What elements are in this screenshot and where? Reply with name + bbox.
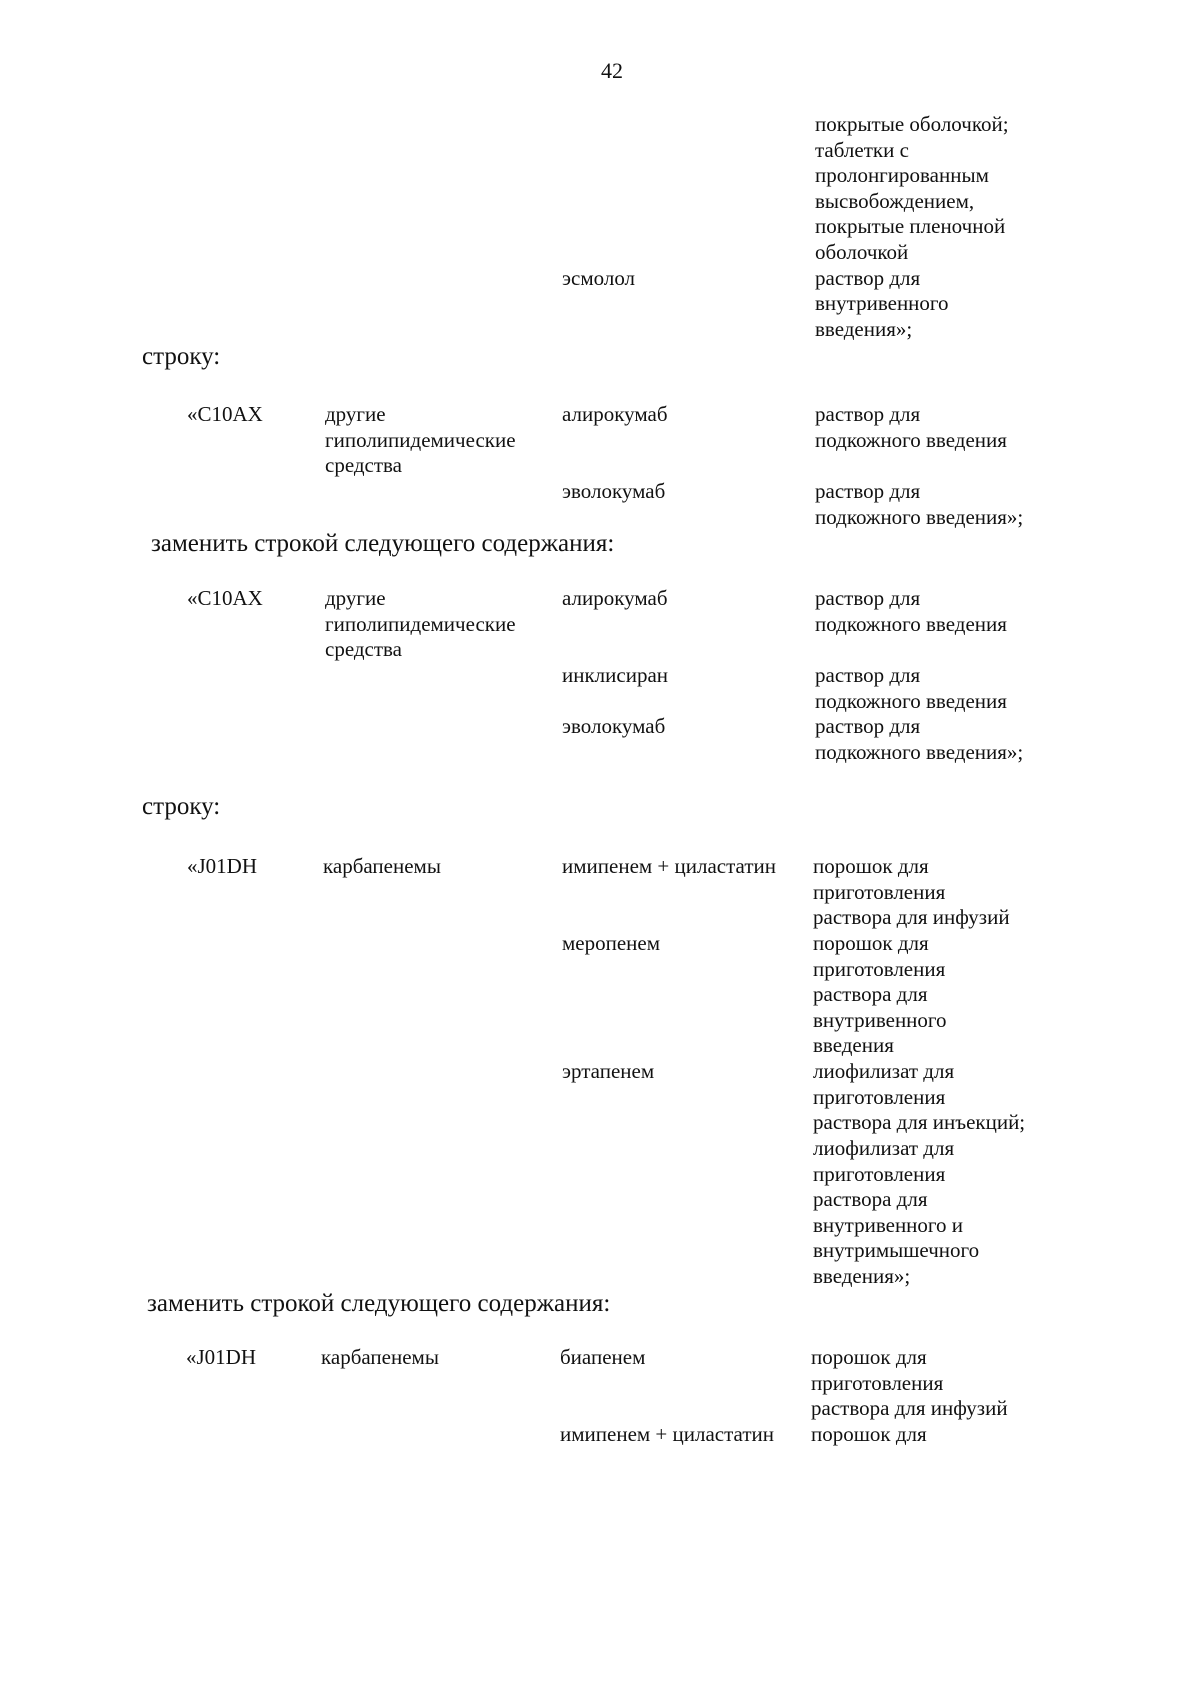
form-line: приготовления bbox=[813, 957, 946, 981]
group-line: средства bbox=[325, 453, 403, 477]
form-line: раствора для bbox=[813, 1187, 928, 1211]
form-line: порошок для bbox=[811, 1345, 927, 1369]
page-number: 42 bbox=[601, 58, 623, 83]
form-line: раствора для инъекций; bbox=[813, 1110, 1026, 1134]
form-line: таблетки с bbox=[815, 138, 909, 162]
form-line: раствор для bbox=[815, 586, 921, 610]
form-line: приготовления bbox=[813, 880, 946, 904]
form-line: раствор для bbox=[815, 479, 921, 503]
group-line: гиполипидемические bbox=[325, 428, 516, 452]
form-line: покрытые оболочкой; bbox=[815, 112, 1009, 136]
form-line: внутримышечного bbox=[813, 1238, 980, 1262]
instruction-line: строку: bbox=[142, 343, 221, 370]
group-line: другие bbox=[325, 586, 386, 610]
drug-name: меропенем bbox=[562, 931, 661, 955]
instruction-line: строку: bbox=[142, 793, 221, 820]
drug-name: алирокумаб bbox=[562, 586, 668, 610]
form-line: порошок для bbox=[811, 1422, 927, 1446]
instruction-line: заменить строкой следующего содержания: bbox=[151, 530, 615, 557]
drug-name: имипенем + циластатин bbox=[562, 854, 776, 878]
atc-code: «J01DH bbox=[186, 1345, 257, 1369]
form-line: внутривенного и bbox=[813, 1213, 963, 1237]
drug-name: эволокумаб bbox=[562, 479, 666, 503]
form-line: лиофилизат для bbox=[813, 1136, 955, 1160]
form-line: оболочкой bbox=[815, 240, 909, 264]
form-line: раствор для bbox=[815, 714, 921, 738]
drug-name: биапенем bbox=[560, 1345, 646, 1369]
form-line: введения»; bbox=[813, 1264, 911, 1288]
form-line: подкожного введения bbox=[815, 612, 1007, 636]
instruction-line: заменить строкой следующего содержания: bbox=[147, 1290, 611, 1317]
group-name: карбапенемы bbox=[321, 1345, 439, 1369]
form-line: порошок для bbox=[813, 931, 929, 955]
form-line: подкожного введения»; bbox=[815, 505, 1024, 529]
form-line: введения»; bbox=[815, 317, 913, 341]
group-line: средства bbox=[325, 637, 403, 661]
atc-code: «C10AX bbox=[187, 586, 263, 610]
form-line: подкожного введения bbox=[815, 428, 1007, 452]
drug-name: алирокумаб bbox=[562, 402, 668, 426]
form-line: подкожного введения»; bbox=[815, 740, 1024, 764]
atc-code: «J01DH bbox=[187, 854, 258, 878]
atc-code: «C10AX bbox=[187, 402, 263, 426]
drug-name: инклисиран bbox=[562, 663, 669, 687]
form-line: раствор для bbox=[815, 402, 921, 426]
form-line: покрытые пленочной bbox=[815, 214, 1006, 238]
form-line: подкожного введения bbox=[815, 689, 1007, 713]
form-line: раствора для bbox=[813, 982, 928, 1006]
form-line: раствор для bbox=[815, 266, 921, 290]
form-line: раствора для инфузий bbox=[813, 905, 1010, 929]
form-line: пролонгированным bbox=[815, 163, 989, 187]
form-line: высвобождением, bbox=[815, 189, 975, 213]
form-line: раствора для инфузий bbox=[811, 1396, 1008, 1420]
group-line: гиполипидемические bbox=[325, 612, 516, 636]
form-line: приготовления bbox=[811, 1371, 944, 1395]
form-line: раствор для bbox=[815, 663, 921, 687]
group-line: другие bbox=[325, 402, 386, 426]
drug-name: эсмолол bbox=[562, 266, 636, 290]
form-line: приготовления bbox=[813, 1162, 946, 1186]
drug-name: эволокумаб bbox=[562, 714, 666, 738]
form-line: введения bbox=[813, 1033, 894, 1057]
form-line: лиофилизат для bbox=[813, 1059, 955, 1083]
group-name: карбапенемы bbox=[323, 854, 441, 878]
drug-name: эртапенем bbox=[562, 1059, 655, 1083]
form-line: приготовления bbox=[813, 1085, 946, 1109]
form-line: внутривенного bbox=[815, 291, 949, 315]
form-line: внутривенного bbox=[813, 1008, 947, 1032]
drug-name: имипенем + циластатин bbox=[560, 1422, 774, 1446]
form-line: порошок для bbox=[813, 854, 929, 878]
